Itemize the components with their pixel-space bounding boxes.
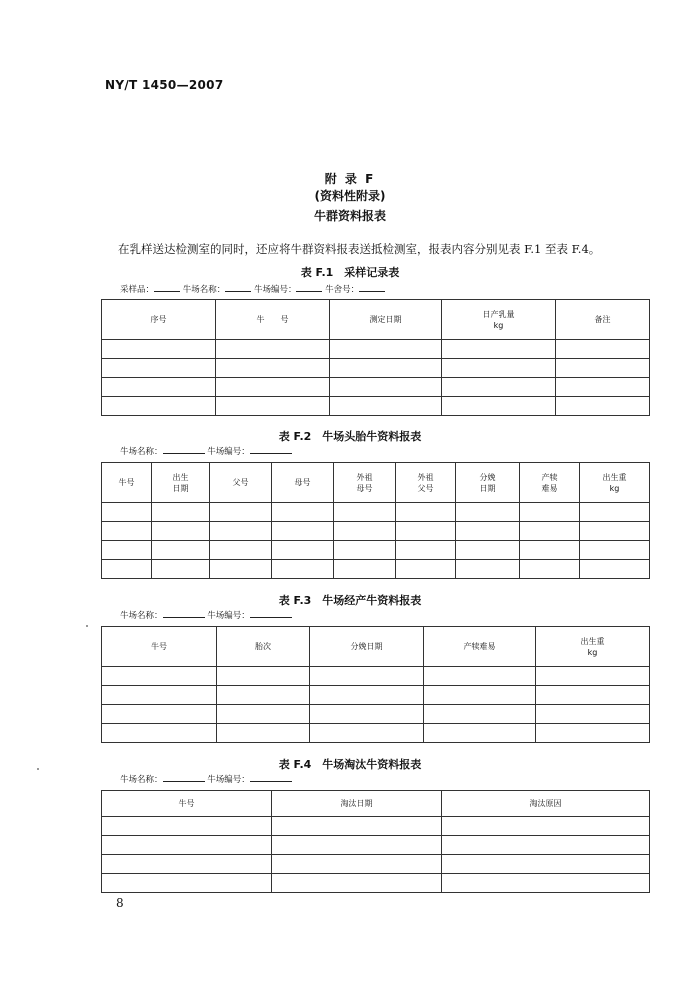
form-blank [296, 283, 322, 292]
table-cell [334, 560, 396, 579]
form-blank [163, 773, 205, 782]
table-cell [102, 667, 217, 686]
table-row [102, 836, 650, 855]
table-row [102, 705, 650, 724]
table-f2 [101, 462, 650, 579]
form-blank [250, 773, 292, 782]
column-header: 外祖 父号 [396, 463, 456, 503]
form-blank [359, 283, 385, 292]
form-blank [163, 445, 205, 454]
table-f3-caption: 表 F.3 牛场经产牛资料报表 [278, 594, 422, 607]
scan-speck [37, 768, 39, 770]
table-cell [217, 724, 310, 743]
appendix-title: 附 录 F [324, 172, 376, 186]
table-cell [442, 359, 556, 378]
table-f4-caption: 表 F.4 牛场淘汰牛资料报表 [278, 758, 422, 771]
table-cell [217, 667, 310, 686]
table-cell [330, 340, 442, 359]
table-cell [442, 340, 556, 359]
table-cell [456, 522, 520, 541]
table-cell [330, 397, 442, 416]
form-label: 牛场名称： [120, 447, 163, 457]
column-header: 牛号 [102, 791, 272, 817]
table-f1 [101, 299, 650, 416]
table-row [102, 541, 650, 560]
table-cell [580, 503, 650, 522]
column-header: 备注 [556, 300, 650, 340]
table-row [102, 359, 650, 378]
column-header: 牛号 [102, 627, 217, 667]
table-cell [216, 359, 330, 378]
table-cell [272, 541, 334, 560]
table-cell [310, 724, 424, 743]
table-cell [102, 359, 216, 378]
table-cell [330, 378, 442, 397]
table-cell [102, 397, 216, 416]
column-header: 测定日期 [330, 300, 442, 340]
table-cell [520, 522, 580, 541]
table-cell [272, 836, 442, 855]
table-cell [334, 503, 396, 522]
appendix-name: 牛群资料报表 [313, 209, 386, 223]
column-header: 产犊 难易 [520, 463, 580, 503]
form-blank [250, 609, 292, 618]
table-cell [272, 817, 442, 836]
table-header-row [102, 463, 650, 503]
table-row [102, 874, 650, 893]
column-header: 分娩日期 [310, 627, 424, 667]
table-cell [310, 667, 424, 686]
table-cell [424, 705, 536, 724]
form-blank [163, 609, 205, 618]
table-row [102, 503, 650, 522]
column-header: 出生 日期 [152, 463, 210, 503]
form-blank [250, 445, 292, 454]
form-label: 采样品： [120, 285, 155, 295]
table-cell [152, 522, 210, 541]
table-cell [424, 686, 536, 705]
column-header: 牛 号 [216, 300, 330, 340]
table-cell [580, 522, 650, 541]
table-f4-form [120, 773, 292, 785]
column-header: 日产乳量 kg [442, 300, 556, 340]
table-cell [102, 503, 152, 522]
table-cell [536, 724, 650, 743]
table-cell [442, 874, 650, 893]
table-cell [456, 503, 520, 522]
table-header-row [102, 300, 650, 340]
table-cell [456, 560, 520, 579]
standard-number: NY/T 1450—2007 [105, 78, 224, 92]
column-header: 父号 [210, 463, 272, 503]
table-cell [580, 560, 650, 579]
table-cell [102, 855, 272, 874]
table-cell [102, 522, 152, 541]
column-header: 胎次 [217, 627, 310, 667]
table-cell [396, 522, 456, 541]
intro-paragraph: 在乳样送达检测室的同时，还应将牛群资料报表送抵检测室，报表内容分别见表 F.1 至表 F.4。 [118, 242, 601, 256]
form-blank [225, 283, 251, 292]
table-row [102, 378, 650, 397]
table-row [102, 397, 650, 416]
table-cell [102, 560, 152, 579]
table-f3-form [120, 609, 292, 621]
table-cell [396, 503, 456, 522]
column-header: 淘汰日期 [272, 791, 442, 817]
table-cell [442, 378, 556, 397]
form-label: 牛场编号： [207, 447, 250, 457]
table-cell [216, 340, 330, 359]
table-cell [102, 836, 272, 855]
table-cell [272, 503, 334, 522]
table-row [102, 855, 650, 874]
table-cell [556, 359, 650, 378]
column-header: 出生重 kg [580, 463, 650, 503]
table-cell [520, 541, 580, 560]
form-label: 牛场编号： [207, 611, 250, 621]
table-cell [536, 705, 650, 724]
table-cell [210, 522, 272, 541]
table-cell [334, 541, 396, 560]
table-cell [216, 397, 330, 416]
table-row [102, 522, 650, 541]
table-cell [442, 397, 556, 416]
table-cell [424, 724, 536, 743]
form-label: 牛场编号： [207, 775, 250, 785]
table-cell [272, 874, 442, 893]
table-cell [102, 340, 216, 359]
table-cell [556, 378, 650, 397]
table-f2-form [120, 445, 292, 457]
form-label: 牛场名称： [120, 611, 163, 621]
table-f1-caption: 表 F.1 采样记录表 [300, 266, 400, 279]
table-cell [396, 541, 456, 560]
form-blank [154, 283, 180, 292]
table-cell [520, 503, 580, 522]
column-header: 出生重 kg [536, 627, 650, 667]
table-cell [520, 560, 580, 579]
table-cell [210, 560, 272, 579]
table-cell [536, 686, 650, 705]
table-cell [456, 541, 520, 560]
column-header: 牛号 [102, 463, 152, 503]
table-cell [102, 686, 217, 705]
table-cell [556, 340, 650, 359]
table-cell [210, 541, 272, 560]
column-header: 淘汰原因 [442, 791, 650, 817]
form-label: 牛场名称： [120, 775, 163, 785]
table-cell [152, 560, 210, 579]
column-header: 序号 [102, 300, 216, 340]
table-cell [536, 667, 650, 686]
table-row [102, 686, 650, 705]
table-row [102, 724, 650, 743]
page-number: 8 [116, 896, 124, 910]
form-label: 牛场编号： [253, 285, 297, 295]
table-cell [152, 541, 210, 560]
table-cell [442, 817, 650, 836]
table-cell [424, 667, 536, 686]
scan-speck [86, 625, 88, 627]
appendix-type: (资料性附录) [314, 189, 386, 203]
table-f2-caption: 表 F.2 牛场头胎牛资料报表 [278, 430, 422, 443]
table-cell [442, 855, 650, 874]
table-header-row [102, 627, 650, 667]
table-row [102, 667, 650, 686]
table-cell [210, 503, 272, 522]
column-header: 分娩 日期 [456, 463, 520, 503]
table-cell [310, 705, 424, 724]
table-cell [396, 560, 456, 579]
table-cell [102, 705, 217, 724]
table-cell [272, 560, 334, 579]
table-cell [102, 724, 217, 743]
table-cell [272, 522, 334, 541]
table-f1-form [120, 283, 385, 295]
table-cell [102, 541, 152, 560]
table-cell [217, 686, 310, 705]
table-cell [216, 378, 330, 397]
table-header-row [102, 791, 650, 817]
table-row [102, 560, 650, 579]
table-cell [102, 378, 216, 397]
table-f3 [101, 626, 650, 743]
table-cell [102, 817, 272, 836]
column-header: 外祖 母号 [334, 463, 396, 503]
table-cell [334, 522, 396, 541]
table-cell [580, 541, 650, 560]
column-header: 产犊难易 [424, 627, 536, 667]
table-cell [556, 397, 650, 416]
table-cell [310, 686, 424, 705]
table-f4 [101, 790, 650, 893]
table-cell [217, 705, 310, 724]
form-label: 牛舍号： [325, 285, 360, 295]
table-cell [442, 836, 650, 855]
table-row [102, 817, 650, 836]
table-cell [102, 874, 272, 893]
column-header: 母号 [272, 463, 334, 503]
form-label: 牛场名称： [182, 285, 226, 295]
table-row [102, 340, 650, 359]
table-cell [330, 359, 442, 378]
table-cell [152, 503, 210, 522]
table-cell [272, 855, 442, 874]
